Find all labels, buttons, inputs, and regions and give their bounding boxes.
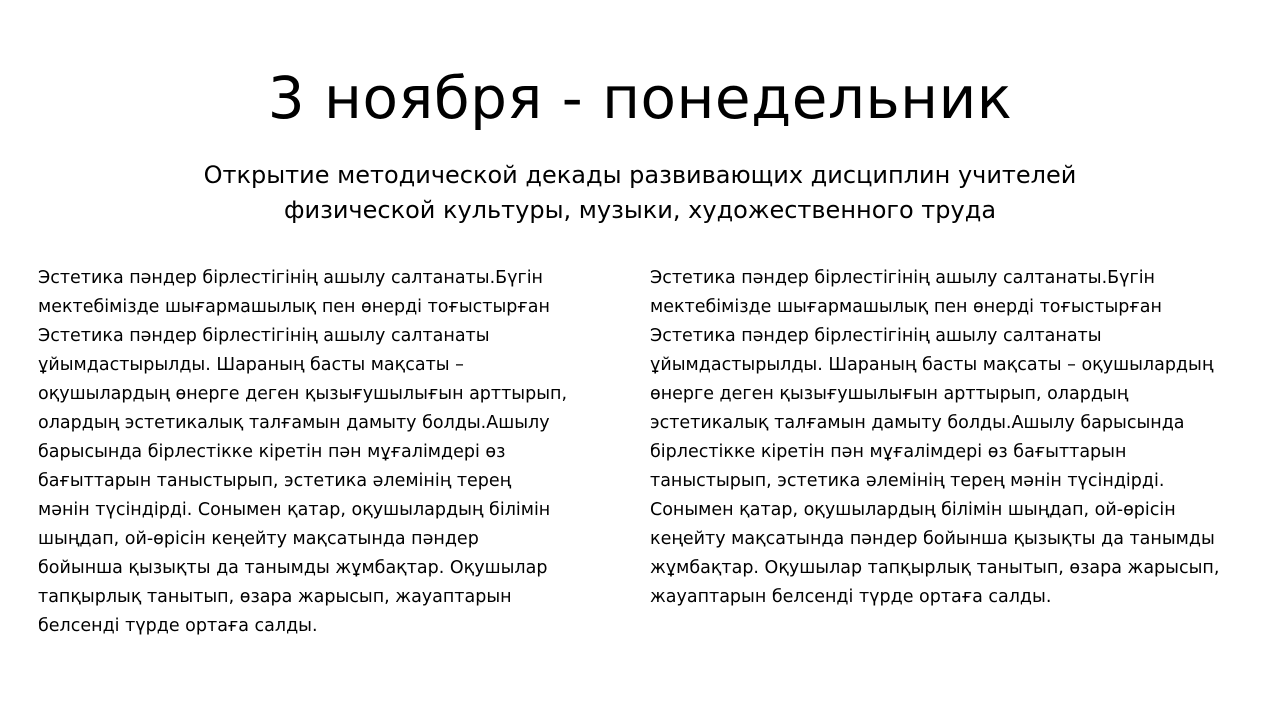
slide-title: 3 ноября - понедельник xyxy=(267,64,1013,132)
slide-subtitle: Открытие методической декады развивающих дисциплин учителей физической культуры, музыки, художественного труда xyxy=(203,161,1077,224)
right-column-text: Эстетика пәндер бірлестігінің ашылу салтанаты.Бүгін мектебімізде шығармашылық пен өнерді тоғыстырған Эстетика пәндер бірлестігінің ашылу салтанаты ұйымдастырылды. Шараның басты мақсаты – оқушылардың өнерге деген қызығушылығын арттырып, олардың эстетикалық талғамын дамыту болды.Ашылу барысында бірлестікке кіретін пән мұғалімдері өз бағыттарын таныстырып, эстетика әлемінің терең мәнін түсіндірді. Сонымен қатар, оқушылардың білімін шыңдап, ой-өрісін кеңейту мақсатында пәндер бойынша қызықты да танымды жұмбақтар. Оқушылар тапқырлық танытып, өзара жарысып, жауаптарын белсенді түрде ортаға салды. xyxy=(650,268,1220,607)
left-column-text: Эстетика пәндер бірлестігінің ашылу салтанаты.Бүгін мектебімізде шығармашылық пен өнерді тоғыстырған Эстетика пәндер бірлестігінің ашылу салтанаты ұйымдастырылды. Шараның басты мақсаты – оқушылардың өнерге деген қызығушылығын арттырып, олардың эстетикалық талғамын дамыту болды.Ашылу барысында бірлестікке кіретін пән мұғалімдері өз бағыттарын таныстырып, эстетика әлемінің терең мәнін түсіндірді. Сонымен қатар, оқушылардың білімін шыңдап, ой-өрісін кеңейту мақсатында пәндер бойынша қызықты да танымды жұмбақтар. Оқушылар тапқырлық танытып, өзара жарысып, жауаптарын белсенді түрде ортаға салды. xyxy=(38,268,568,636)
